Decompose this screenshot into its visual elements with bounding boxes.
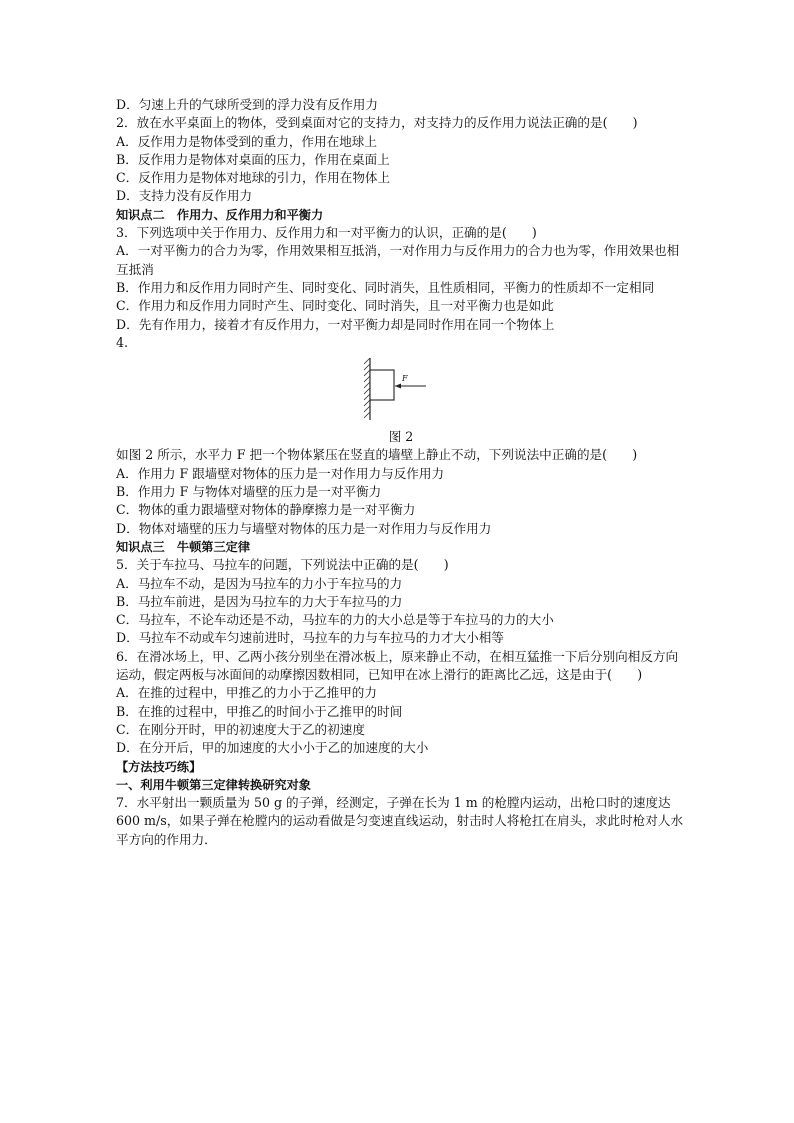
q2-option-d: D．支持力没有反作用力 [116, 188, 253, 204]
q6-option-a: A．在推的过程中，甲推乙的力小于乙推甲的力 [116, 685, 377, 701]
q4-option-c: C．物体的重力跟墙壁对物体的静摩擦力是一对平衡力 [116, 502, 416, 518]
q6-stem: 6．在滑冰场上，甲、乙两小孩分别坐在滑冰板上，原来静止不动，在相互猛推一下后分别向相反方向运动，假定两板与冰面间的动摩擦因数相同，已知甲在冰上滑行的距离比乙远，这是由于( ) [116, 648, 679, 683]
q6-option-b: B．在推的过程中，甲推乙的时间小于乙推甲的时间 [116, 703, 403, 719]
figure-caption: 图 2 [388, 429, 414, 445]
q3-option-a: A．一对平衡力的合力为零，作用效果相互抵消，一对作用力与反作用力的合力也为零，作用效果也相互抵消 [116, 243, 680, 277]
force-label-f: F [402, 374, 408, 384]
q6-option-c: C．在刚分开时，甲的初速度大于乙的初速度 [116, 721, 365, 737]
q2-option-a: A．反作用力是物体受到的重力，作用在地球上 [116, 133, 377, 149]
q5-option-a: A．马拉车不动，是因为马拉车的力小于车拉马的力 [116, 575, 403, 591]
question-content [116, 96, 686, 849]
q6-option-d: D．在分开后，甲的加速度的大小小于乙的加速度的大小 [116, 740, 429, 756]
q4-option-b: B．作用力 F 与物体对墙壁的压力是一对平衡力 [116, 484, 382, 500]
wall-block-diagram [364, 356, 436, 422]
q7-stem: 7．水平射出一颗质量为 50 g 的子弹，经测定，子弹在长为 1 m 的枪膛内运动，出枪口时的速度达 600 m/s，如果子弹在枪膛内的运动看做是匀变速直线运动，射击时人将枪扛在肩头，求此时枪对人水平方向的作用力． [116, 795, 684, 847]
q3-option-b: B．作用力和反作用力同时产生、同时变化、同时消失，且性质相同，平衡力的性质却不一定相同 [116, 279, 655, 295]
q5-option-c: C．马拉车，不论车动还是不动，马拉车的力的大小总是等于车拉马的力的大小 [116, 612, 554, 628]
q2-option-b: B．反作用力是物体对桌面的压力，作用在桌面上 [116, 151, 390, 167]
q5-option-b: B．马拉车前进，是因为马拉车的力大于车拉马的力 [116, 593, 403, 609]
q4-stem: 如图 2 所示，水平力 F 把一个物体紧压在竖直的墙壁上静止不动，下列说法中正确的是( ) [116, 447, 638, 463]
q3-option-d: D．先有作用力，接着才有反作用力，一对平衡力却是同时作用在同一个物体上 [116, 316, 555, 332]
figure-wall-block [116, 352, 686, 428]
q5-option-d: D．马拉车不动或车匀速前进时，马拉车的力与车拉马的力才大小相等 [116, 630, 504, 646]
q1-option-d: D．匀速上升的气球所受到的浮力没有反作用力 [116, 97, 378, 112]
method-heading: 【方法技巧练】 [116, 759, 202, 774]
method-sub-heading: 一、利用牛顿第三定律转换研究对象 [116, 777, 311, 792]
q3-option-c: C．作用力和反作用力同时产生、同时变化、同时消失，且一对平衡力也是如此 [116, 298, 554, 314]
q4-option-a: A．作用力 F 跟墙壁对物体的压力是一对作用力与反作用力 [116, 465, 445, 481]
q3-stem: 3．下列选项中关于作用力、反作用力和一对平衡力的认识，正确的是( ) [116, 225, 537, 241]
q4-number: 4. [116, 334, 129, 350]
q4-option-d: D．物体对墙壁的压力与墙壁对物体的压力是一对作用力与反作用力 [116, 520, 492, 536]
q5-stem: 5．关于车拉马、马拉车的问题，下列说法中正确的是( ) [116, 557, 449, 573]
q2-option-c: C．反作用力是物体对地球的引力，作用在物体上 [116, 170, 391, 186]
q2-stem: 2．放在水平桌面上的物体，受到桌面对它的支持力，对支持力的反作用力说法正确的是( ) [116, 115, 638, 131]
section-heading-3: 知识点三 牛顿第三定律 [116, 539, 251, 554]
section-heading-2: 知识点二 作用力、反作用力和平衡力 [116, 207, 324, 222]
